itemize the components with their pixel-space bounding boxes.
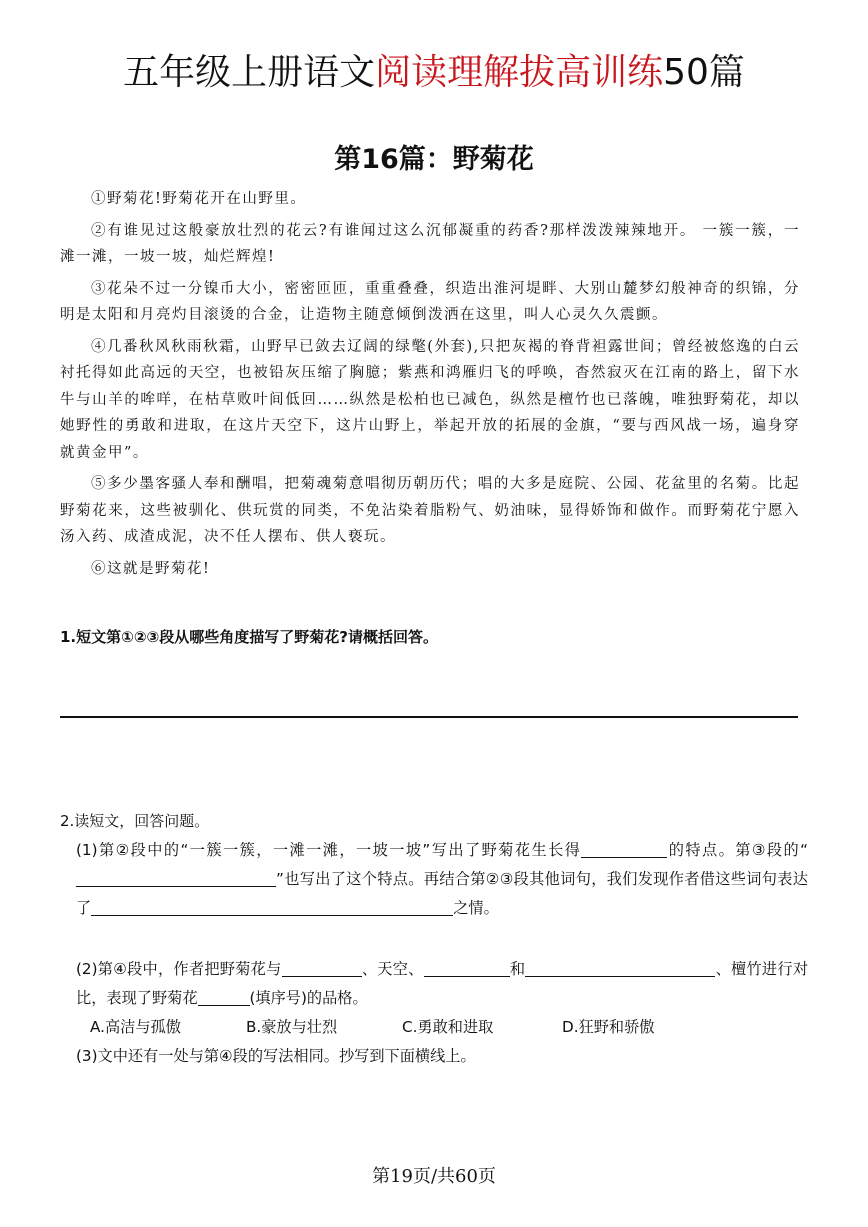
document-title [0, 50, 868, 96]
paragraph-6: ⑥这就是野菊花! [91, 560, 211, 577]
q2-2-text-c: 和 [509, 960, 526, 978]
paragraph-1: ①野菊花!野菊花开在山野里。 [91, 191, 307, 207]
q2-2-blank-4[interactable] [198, 987, 250, 1006]
question-2-3: (3)文中还有一处与第④段的写法相同。抄写到下面横线上。 [76, 1047, 476, 1065]
q2-2-blank-2[interactable] [424, 958, 510, 977]
q2-1-blank-3[interactable] [91, 897, 453, 916]
option-d[interactable]: D.狂野和骄傲 [562, 1018, 655, 1036]
question-2-title: 2.读短文，回答问题。 [60, 812, 210, 830]
q2-1-text-c: ”也写出了这个特点。再结合第②③段其他词句，我们发现作者借这些词句表达了 [76, 870, 808, 917]
q2-1-text-a: (1)第②段中的“一簇一簇，一滩一滩，一坡一坡”写出了野菊花生长得 [76, 841, 582, 859]
title-red-part: 阅读理解拔高训练 [375, 52, 664, 93]
paragraph-4: ④几番秋风秋雨秋霜，山野早已敛去辽阔的绿氅(外套),只把灰褐的脊背袒露世间；曾经被悠逸的白云衬托得如此高远的天空，也被铅灰压缩了胸臆；紫燕和鸿雁归飞的呼唤，杳然寂灭在江南的路上，留下水牛与山羊的哞咩，在枯草败叶间低回……纵然是松柏也已减色，纵然是檀竹也已落魄，唯独野菊花，却以她野性的勇敢和进取，在这片天空下，这片山野上，举起开放的拓展的金旗，“要与西风战一场，遍身穿就黄金甲”。 [60, 338, 800, 461]
option-a[interactable]: A.高洁与孤傲 [90, 1018, 181, 1036]
title-suffix: 50篇 [663, 52, 745, 93]
option-b[interactable]: B.豪放与壮烈 [246, 1018, 338, 1036]
q2-2-text-a: (2)第④段中，作者把野菊花与 [76, 960, 282, 978]
paragraph-2: ②有谁见过这般豪放壮烈的花云?有谁闻过这么沉郁凝重的药香?那样泼泼辣辣地开。 一簇一簇，一滩一滩，一坡一坡，灿烂辉煌! [60, 222, 800, 265]
page-footer: 第19页/共60页 [372, 1166, 496, 1187]
option-c[interactable]: C.勇敢和进取 [402, 1018, 494, 1036]
q2-1-blank-1[interactable] [581, 839, 667, 858]
options-row [90, 1013, 790, 1041]
q2-1-text-b: 的特点。第③段的“ [667, 841, 808, 859]
question-2-1 [76, 836, 808, 923]
question-1: 1.短文第①②③段从哪些角度描写了野菊花?请概括回答。 [60, 628, 438, 646]
q2-2-blank-1[interactable] [282, 958, 362, 977]
title-black-part: 五年级上册语文 [123, 52, 376, 93]
article-title: 第16篇：野菊花 [334, 144, 534, 175]
passage [60, 186, 800, 582]
q2-1-blank-2[interactable] [76, 868, 276, 887]
q2-2-text-d: 、檀竹进行对比，表现了野菊花 [76, 960, 809, 1007]
paragraph-5: ⑤多少墨客骚人奉和酬唱，把菊魂菊意唱彻历朝历代；唱的大多是庭院、公园、花盆里的名菊。比起野菊花来，这些被驯化、供玩赏的同类，不免沾染着脂粉气、奶油味，显得娇饰和做作。而野菊花宁愿入汤入药、成渣成泥，决不任人摆布、供人亵玩。 [60, 476, 800, 545]
paragraph-3: ③花朵不过一分镍币大小，密密匝匝，重重叠叠，织造出淮河堤畔、大别山麓梦幻般神奇的织锦，分明是太阳和月亮灼目滚烫的合金，让造物主随意倾倒泼洒在这里，叫人心灵久久震颤。 [60, 280, 800, 323]
q2-2-text-e: (填序号)的品格。 [249, 989, 368, 1007]
q2-1-text-d: 之情。 [453, 899, 499, 917]
question-2-2 [76, 955, 808, 1013]
q2-2-text-b: 、天空、 [361, 960, 424, 978]
q2-2-blank-3[interactable] [525, 958, 715, 977]
answer-line-q1[interactable] [60, 716, 798, 718]
